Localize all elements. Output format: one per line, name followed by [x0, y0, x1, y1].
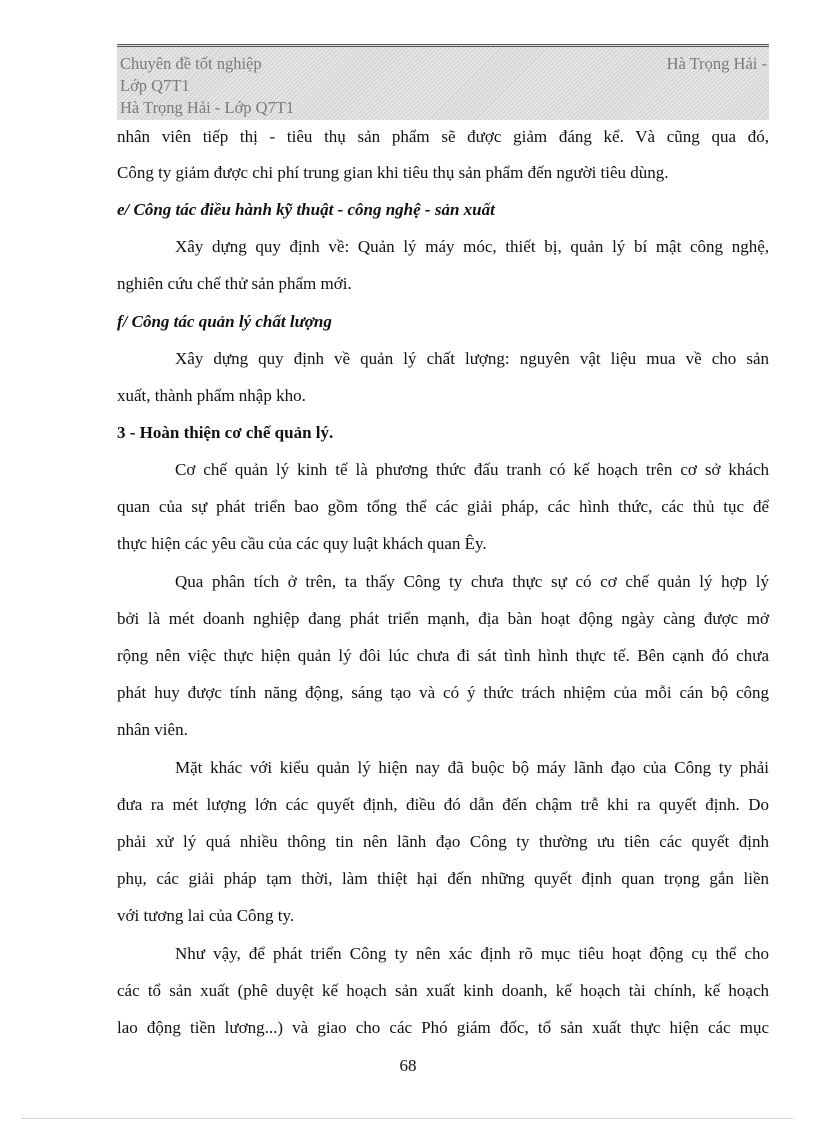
- body-line: Như vậy, để phát triển Công ty nên xác định rõ mục tiêu hoạt động cụ thể cho: [175, 944, 769, 963]
- section-heading-3: 3 - Hoàn thiện cơ chế quản lý.: [117, 423, 334, 442]
- header-author: Hà Trọng Hải -: [666, 54, 767, 73]
- body-line: bởi là mét doanh nghiệp đang phát triển mạnh, địa bàn hoạt động ngày càng được mở: [117, 609, 769, 628]
- section-heading-e: e/ Công tác điều hành kỹ thuật - công nghệ - sản xuất: [117, 200, 495, 219]
- body-line: Cơ chế quản lý kinh tế là phương thức đấu tranh có kế hoạch trên cơ sở khách: [175, 460, 769, 479]
- body-line: rộng nên việc thực hiện quản lý đôi lúc chưa đi sát tình hình thực tế. Bên cạnh đó chưa: [117, 646, 769, 665]
- body-line: nhân viên.: [117, 720, 188, 739]
- body-line: phải xử lý quá nhiều thông tin nên lãnh đạo Công ty thường ưu tiên các quyết định: [117, 832, 769, 851]
- body-line: Xây dựng quy định về: Quản lý máy móc, thiết bị, quản lý bí mật công nghệ,: [175, 237, 769, 256]
- body-line: Công ty giảm được chi phí trung gian khi tiêu thụ sản phẩm đến người tiêu dùng.: [117, 163, 669, 182]
- bottom-divider: [22, 1118, 794, 1119]
- body-line: các tổ sản xuất (phê duyệt kế hoạch sản xuất kinh doanh, kế hoạch tài chính, kế hoạch: [117, 981, 769, 1000]
- body-line: Mặt khác với kiểu quản lý hiện nay đã buộc bộ máy lãnh đạo của Công ty phải: [175, 758, 769, 777]
- body-line: phụ, các giải pháp tạm thời, làm thiệt hại đến những quyết định quan trọng gắn liền: [117, 869, 769, 888]
- body-line: thực hiện các yêu cầu của các quy luật khách quan Êy.: [117, 534, 487, 553]
- header-author-class: Hà Trọng Hải - Lớp Q7T1: [120, 98, 295, 117]
- body-line: Qua phân tích ở trên, ta thấy Công ty chưa thực sự có cơ chế quản lý hợp lý: [175, 572, 769, 591]
- header-class: Lớp Q7T1: [120, 76, 190, 95]
- body-line: với tương lai của Công ty.: [117, 906, 295, 925]
- page-number: 68: [399, 1056, 417, 1075]
- body-line: lao động tiền lương...) và giao cho các Phó giám đốc, tổ sản xuất thực hiện các mục: [117, 1018, 769, 1037]
- body-line: Xây dựng quy định về quản lý chất lượng: nguyên vật liệu mua về cho sản: [175, 349, 769, 368]
- body-line: xuất, thành phẩm nhập kho.: [117, 386, 306, 405]
- body-line: quan của sự phát triển bao gồm tổng thể các giải pháp, các hình thức, các thủ tục để: [117, 497, 769, 516]
- header-title: Chuyên đề tốt nghiệp: [120, 54, 262, 73]
- body-line: phát huy được tính năng động, sáng tạo và có ý thức trách nhiệm của mỗi cán bộ công: [117, 683, 769, 702]
- body-line: đưa ra mét lượng lớn các quyết định, điều đó dẫn đến chậm trễ khi ra quyết định. Do: [117, 795, 769, 814]
- page-header: [117, 44, 769, 120]
- body-line: nhân viên tiếp thị - tiêu thụ sản phẩm sẽ được giảm đáng kể. Và cũng qua đó,: [117, 127, 769, 146]
- section-heading-f: f/ Công tác quản lý chất lượng: [117, 312, 332, 331]
- body-line: nghiên cứu chế thử sản phẩm mới.: [117, 274, 352, 293]
